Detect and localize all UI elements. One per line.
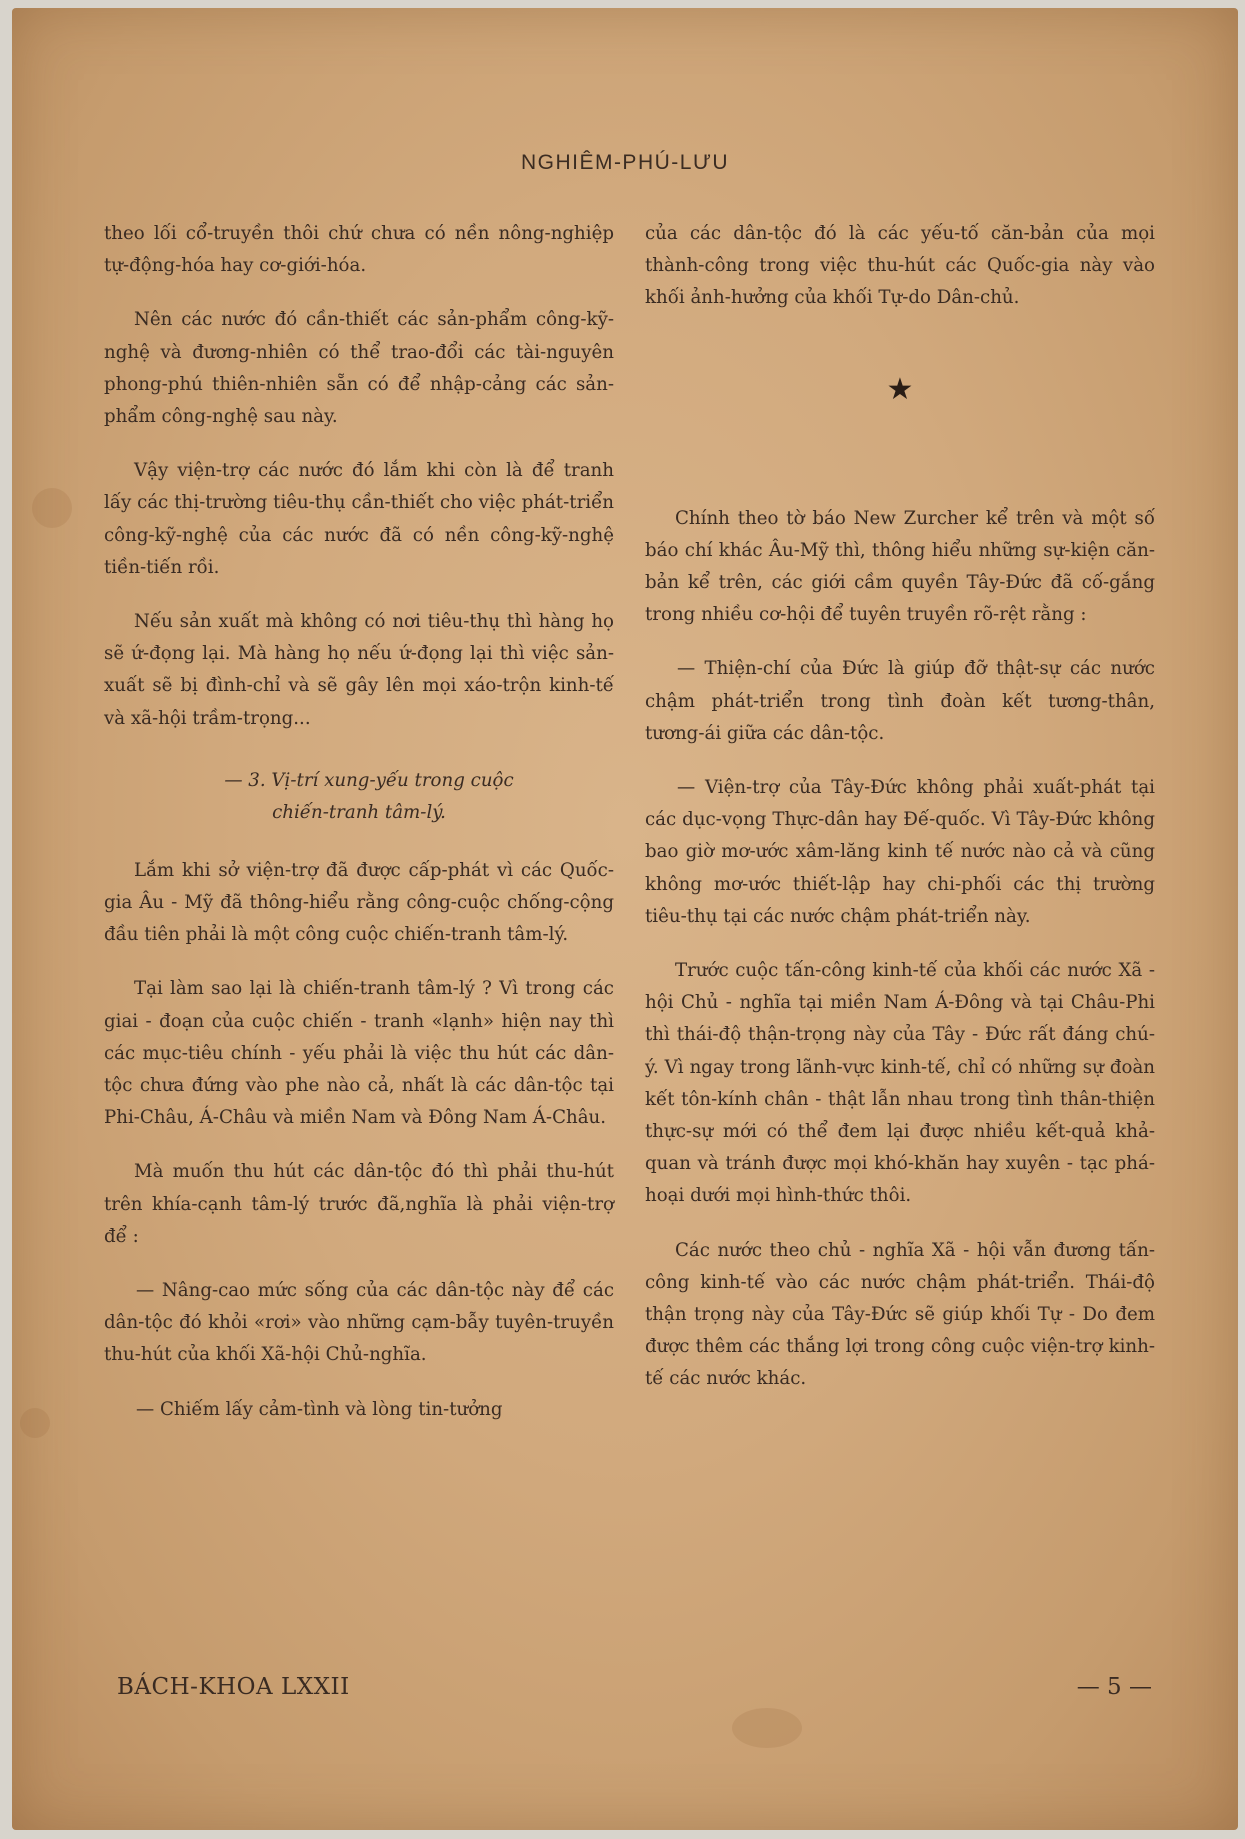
right-column (645, 218, 1155, 1418)
star-icon: ★ (886, 371, 914, 407)
paper-stain (20, 1408, 50, 1438)
left-column (104, 218, 614, 1448)
paragraph: Các nước theo chủ - nghĩa Xã - hội vẫn đương tấn-công kinh-tế vào các nước chậm phát-triển. Thái-độ thận trọng này của Tây-Đức sẽ giúp khối Tự - Do đem được thêm các thắng lợi trong công cuộc viện-trợ kinh-tế các nước khác. (645, 1239, 1155, 1390)
paragraph: theo lối cổ-truyền thôi chứ chưa có nền nông-nghiệp tự-động-hóa hay cơ-giới-hóa. (104, 223, 614, 277)
paragraph: — Viện-trợ của Tây-Đức không phải xuất-phát tại các dục-vọng Thực-dân hay Đế-quốc. Vì Tây-Đức không bao giờ mơ-ước xâm-lăng kinh tế nước nào cả và cũng không mơ-ước thiết-lập hay chi-phối các thị trường tiêu-thụ tại các nước chậm phát-triển này. (645, 777, 1155, 927)
paragraph: Tại làm sao lại là chiến-tranh tâm-lý ? Vì trong các giai - đoạn của cuộc chiến - tranh «lạnh» hiện nay thì các mục-tiêu chính - yếu phải là việc thu hút các dân-tộc chưa đứng vào phe nào cả, nhất là các dân-tộc tại Phi-Châu, Á-Châu và miền Nam và Đông Nam Á-Châu. (104, 978, 614, 1129)
paragraph: — Nâng-cao mức sống của các dân-tộc này để các dân-tộc đó khỏi «rơi» vào những cạm-bẫy tuyên-truyền thu-hút của khối Xã-hội Chủ-nghĩa. (104, 1280, 614, 1366)
paragraph: Lắm khi sở viện-trợ đã được cấp-phát vì các Quốc-gia Âu - Mỹ đã thông-hiểu rằng công-cuộc chống-cộng đầu tiên phải là một công cuộc chiến-tranh tâm-lý. (104, 859, 614, 946)
section-heading (104, 765, 614, 829)
paragraph: — Chiếm lấy cảm-tình và lòng tin-tưởng (136, 1398, 503, 1420)
paragraph: — Thiện-chí của Đức là giúp đỡ thật-sự các nước chậm phát-triển trong tình đoàn kết tương-thân, tương-ái giữa các dân-tộc. (645, 658, 1155, 744)
paragraph: Mà muốn thu hút các dân-tộc đó thì phải thu-hút trên khía-cạnh tâm-lý trước đã,nghĩa là phải viện-trợ để : (104, 1161, 614, 1247)
magazine-page (12, 8, 1238, 1830)
paragraph: Chính theo tờ báo New Zurcher kể trên và một số báo chí khác Âu-Mỹ thì, thông hiểu những sự-kiện căn-bản kể trên, các giới cầm quyền Tây-Đức đã cố-gắng trong nhiều cơ-hội để tuyên truyền rõ-rệt rằng : (645, 507, 1155, 626)
paragraph: Nếu sản xuất mà không có nơi tiêu-thụ thì hàng họ sẽ ứ-đọng lại. Mà hàng họ nếu ứ-đọng lại thì việc sản-xuất sẽ bị đình-chỉ và sẽ gây lên mọi xáo-trộn kinh-tế và xã-hội trầm-trọng... (104, 611, 614, 729)
page-number: — 5 — (1076, 1674, 1152, 1700)
paper-stain (32, 488, 72, 528)
paragraph: Nên các nước đó cần-thiết các sản-phẩm công-kỹ-nghệ và đương-nhiên có thể trao-đổi các tài-nguyên phong-phú thiên-nhiên sẵn có để nhập-cảng các sản-phẩm công-nghệ sau này. (104, 309, 614, 428)
publication-footer: BÁCH-KHOA LXXII (117, 1674, 350, 1700)
paragraph: Vậy viện-trợ các nước đó lắm khi còn là để tranh lấy các thị-trường tiêu-thụ cần-thiết cho việc phát-triển công-kỹ-nghệ của các nước đã có nền công-kỹ-nghệ tiền-tiến rồi. (104, 460, 614, 578)
paragraph: của các dân-tộc đó là các yếu-tố căn-bản của mọi thành-công trong việc thu-hút các Quốc-gia này vào khối ảnh-hưởng của khối Tự-do Dân-chủ. (645, 223, 1155, 309)
paragraph: Trước cuộc tấn-công kinh-tế của khối các nước Xã - hội Chủ - nghĩa tại miền Nam Á-Đông và tại Châu-Phi thì thái-độ thận-trọng này của Tây - Đức rất đáng chú-ý. Vì ngay trong lãnh-vực kinh-tế, chỉ có những sự đoàn kết tôn-kính chân - thật lẫn nhau trong tình thân-thiện thực-sự mới có thể đem lại được nhiều kết-quả khả-quan và tránh được mọi khó-khăn hay xuyên - tạc phá-hoại dưới mọi hình-thức thôi. (645, 960, 1155, 1207)
running-title: NGHIÊM-PHÚ-LƯU (520, 151, 730, 174)
paper-stain (732, 1708, 802, 1748)
section-heading-line: — 3. Vị-trí xung-yếu trong cuộc (224, 769, 514, 791)
section-heading-line: chiến-tranh tâm-lý. (272, 801, 446, 823)
